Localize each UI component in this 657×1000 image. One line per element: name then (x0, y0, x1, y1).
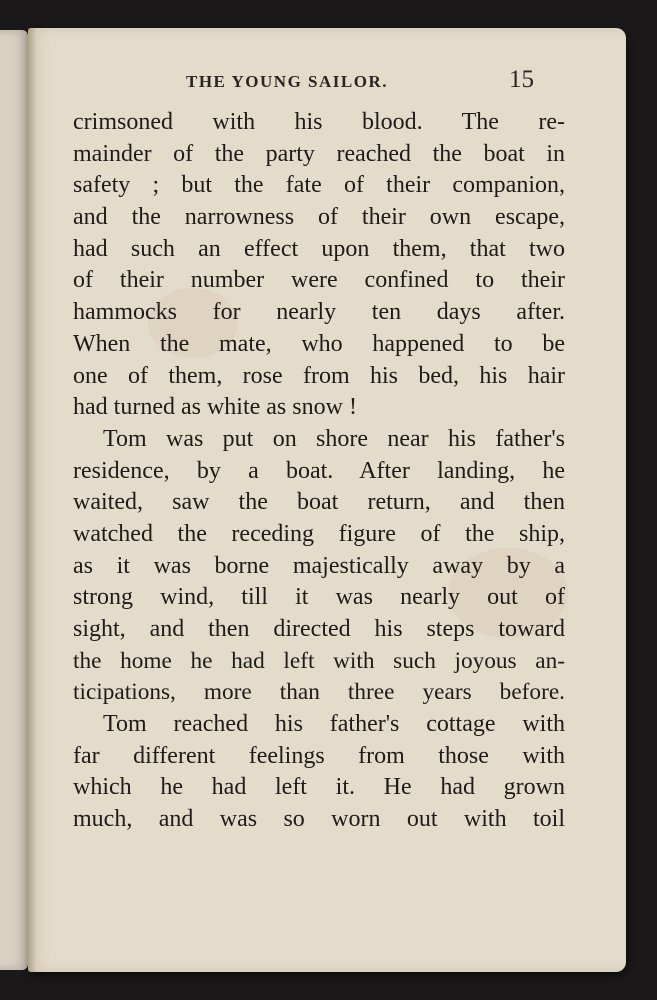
text-line: much, and was so worn out with toil (73, 806, 565, 833)
text-line: had such an effect upon them, that two (73, 235, 565, 262)
text-line: one of them, rose from his bed, his hair (73, 362, 565, 389)
page-header (70, 66, 570, 100)
text-line: strong wind, till it was nearly out of (73, 584, 565, 611)
text-line: residence, by a boat. After landing, he (73, 457, 565, 484)
text-line: the home he had left with such joyous an- (73, 647, 565, 674)
text-line: waited, saw the boat return, and then (73, 489, 565, 516)
paragraph-start-line: Tom was put on shore near his father's (103, 425, 565, 452)
text-line: of their number were confined to their (73, 267, 565, 294)
paragraph-start-line: Tom reached his father's cottage with (103, 711, 565, 738)
left-page-edge (0, 30, 28, 970)
text-line: far different feelings from those with (73, 742, 565, 769)
text-line: had turned as white as snow ! (73, 394, 357, 421)
text-line: crimsoned with his blood. The re- (73, 109, 565, 135)
running-title: THE YOUNG SAILOR. (186, 72, 388, 91)
page-gutter-shadow (28, 28, 36, 972)
text-line: mainder of the party reached the boat in (73, 140, 565, 167)
text-line: When the mate, who happened to be (73, 330, 565, 357)
text-line: ticipations, more than three years before. (73, 679, 565, 706)
text-line: as it was borne majestically away by a (73, 552, 565, 579)
page-number: 15 (509, 66, 534, 93)
body-text (73, 107, 565, 836)
text-line: sight, and then directed his steps toward (73, 616, 565, 642)
text-line: watched the receding figure of the ship, (73, 520, 565, 547)
text-line: hammocks for nearly ten days after. (73, 299, 565, 326)
text-line: safety ; but the fate of their companion, (73, 172, 565, 199)
text-line: and the narrowness of their own escape, (73, 204, 565, 231)
text-line: which he had left it. He had grown (73, 774, 565, 801)
